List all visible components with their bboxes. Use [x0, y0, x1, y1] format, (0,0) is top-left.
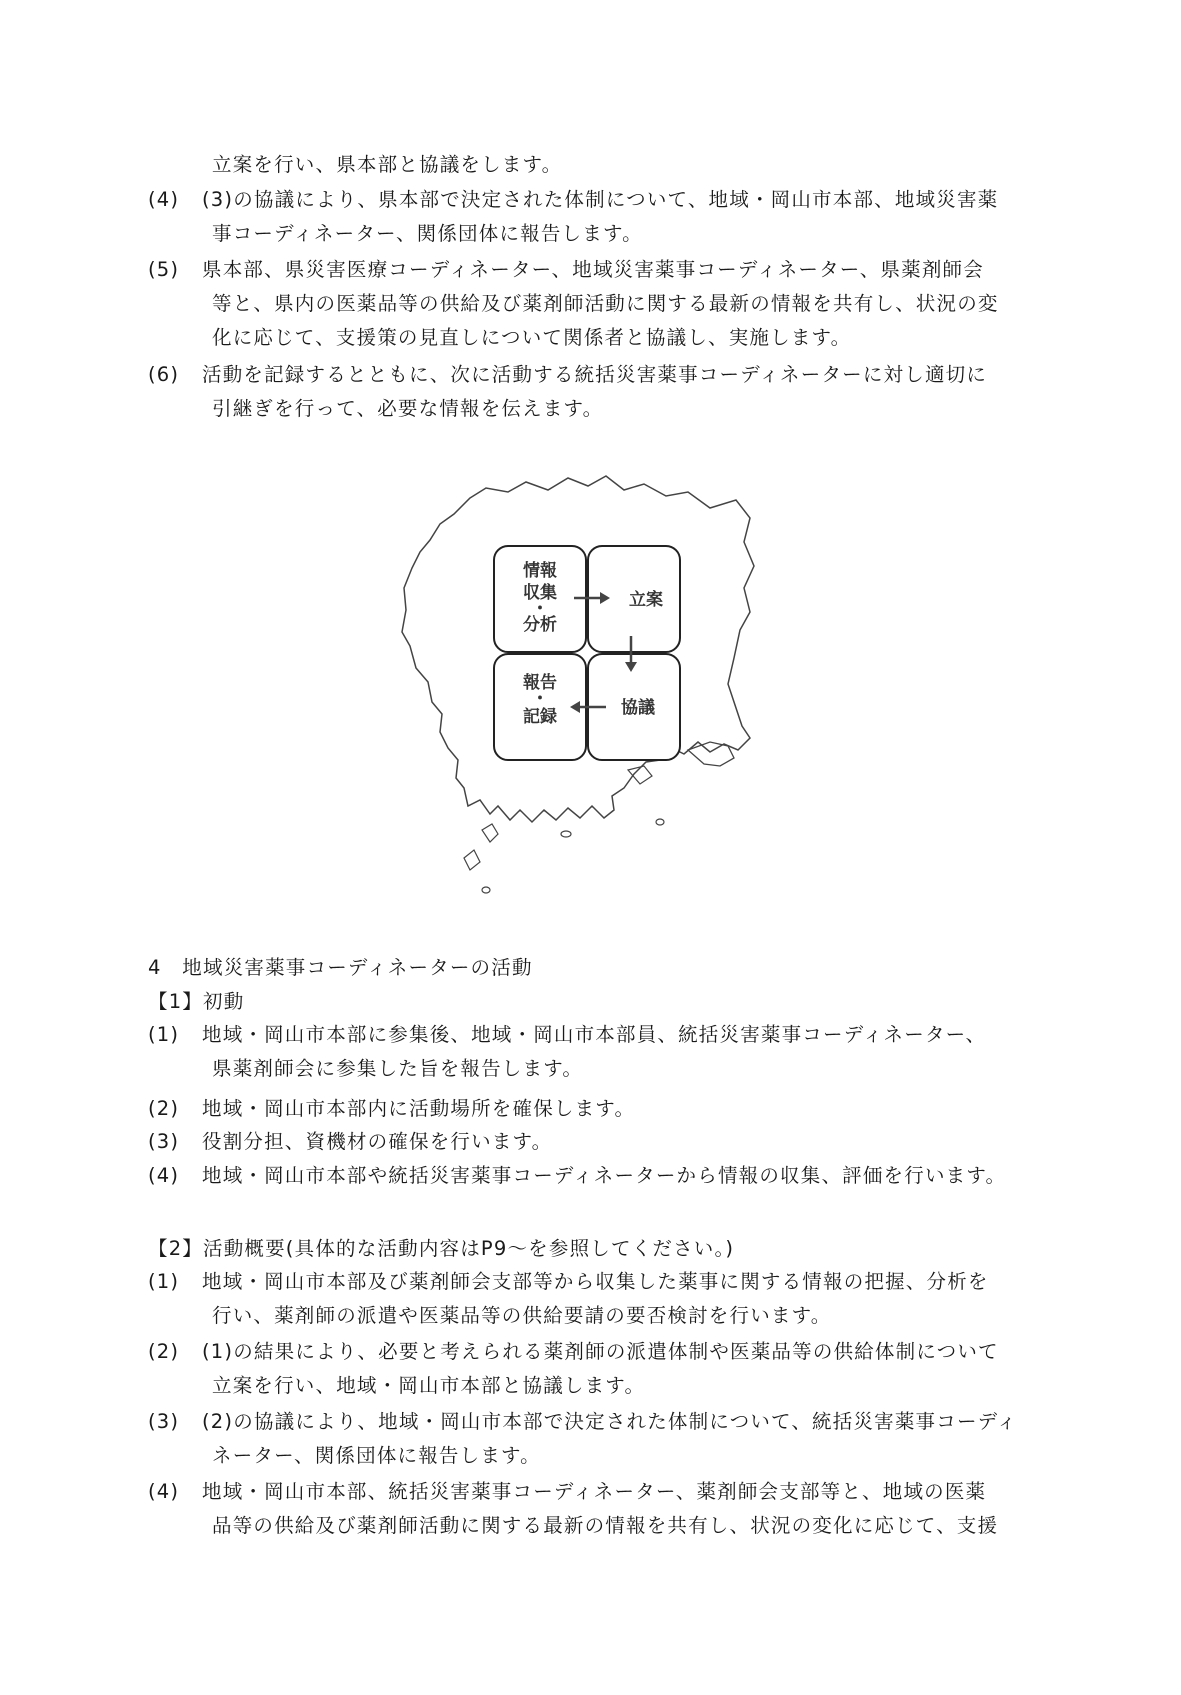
cell-info-label: 分析 [523, 615, 557, 635]
paragraph-line: 立案を行い、地域・岡山市本部と協議します。 [212, 1374, 646, 1397]
paragraph-line: 立案を行い、県本部と協議をします。 [212, 153, 563, 176]
paragraph-line: 地域・岡山市本部、統括災害薬事コーディネーター、薬剤師会支部等と、地域の医薬 [202, 1480, 987, 1503]
paragraph-line: 県薬剤師会に参集した旨を報告します。 [212, 1057, 584, 1080]
item-number: (3) [148, 1130, 180, 1153]
island-shape [482, 887, 490, 893]
island-shape [464, 850, 480, 870]
paragraph-line: 地域・岡山市本部内に活動場所を確保します。 [202, 1097, 636, 1120]
paragraph-line: 役割分担、資機材の確保を行います。 [202, 1130, 553, 1153]
cell-report-label: ・ [531, 689, 549, 709]
item-number: (5) [148, 258, 180, 281]
paragraph-line: 品等の供給及び薬剤師活動に関する最新の情報を共有し、状況の変化に応じて、支援 [212, 1514, 999, 1537]
cell-report-label: 報告 [523, 673, 557, 693]
item-number: (2) [148, 1340, 180, 1363]
paragraph-line: 活動を記録するとともに、次に活動する統括災害薬事コーディネーターに対し適切に [202, 363, 988, 386]
paragraph-line: (1)の結果により、必要と考えられる薬剤師の派遣体制や医薬品等の供給体制について [202, 1340, 999, 1363]
paragraph-line: 引継ぎを行って、必要な情報を伝えます。 [212, 397, 604, 420]
diagram-svg [398, 470, 784, 902]
item-number: (1) [148, 1270, 180, 1293]
paragraph-line: 地域・岡山市本部及び薬剤師会支部等から収集した薬事に関する情報の把握、分析を [202, 1270, 989, 1293]
cell-consult-label: 協議 [621, 698, 655, 718]
cell-info-label: 収集 [523, 583, 557, 603]
item-number: (4) [148, 188, 180, 211]
cell-info-label: ・ [531, 599, 549, 619]
paragraph-line: 事コーディネーター、関係団体に報告します。 [212, 222, 643, 245]
paragraph-line: ネーター、関係団体に報告します。 [212, 1444, 541, 1467]
cell-info-label: 情報 [523, 561, 557, 581]
item-number: (4) [148, 1480, 180, 1503]
item-number: (1) [148, 1023, 180, 1046]
item-number: (3) [148, 1410, 180, 1433]
okayama-cycle-diagram [398, 470, 784, 902]
paragraph-line: (3)の協議により、県本部で決定された体制について、地域・岡山市本部、地域災害薬 [202, 188, 999, 211]
paragraph-line: 地域・岡山市本部や統括災害薬事コーディネーターから情報の収集、評価を行います。 [202, 1164, 1007, 1187]
cell-plan-label: 立案 [629, 590, 663, 610]
subsection-heading: 【1】初動 [148, 990, 245, 1013]
item-number: (4) [148, 1164, 180, 1187]
item-number: (2) [148, 1097, 180, 1120]
island-shape [482, 824, 498, 842]
cell-report-label: 記録 [523, 707, 557, 727]
island-shape [656, 819, 664, 825]
paragraph-line: 地域・岡山市本部に参集後、地域・岡山市本部員、統括災害薬事コーディネーター、 [202, 1023, 987, 1046]
paragraph-line: 等と、県内の医薬品等の供給及び薬剤師活動に関する最新の情報を共有し、状況の変 [212, 292, 999, 315]
paragraph-line: 行い、薬剤師の派遣や医薬品等の供給要請の要否検討を行います。 [212, 1304, 832, 1327]
section-heading: 4 地域災害薬事コーディネーターの活動 [148, 956, 533, 979]
paragraph-line: 化に応じて、支援策の見直しについて関係者と協議し、実施します。 [212, 326, 852, 349]
paragraph-line: 県本部、県災害医療コーディネーター、地域災害薬事コーディネーター、県薬剤師会 [202, 258, 984, 281]
item-number: (6) [148, 363, 180, 386]
paragraph-line: (2)の協議により、地域・岡山市本部で決定された体制について、統括災害薬事コーディ [202, 1410, 1018, 1433]
subsection-heading: 【2】活動概要(具体的な活動内容はP9～を参照してください。) [148, 1237, 735, 1260]
island-shape [561, 831, 571, 837]
